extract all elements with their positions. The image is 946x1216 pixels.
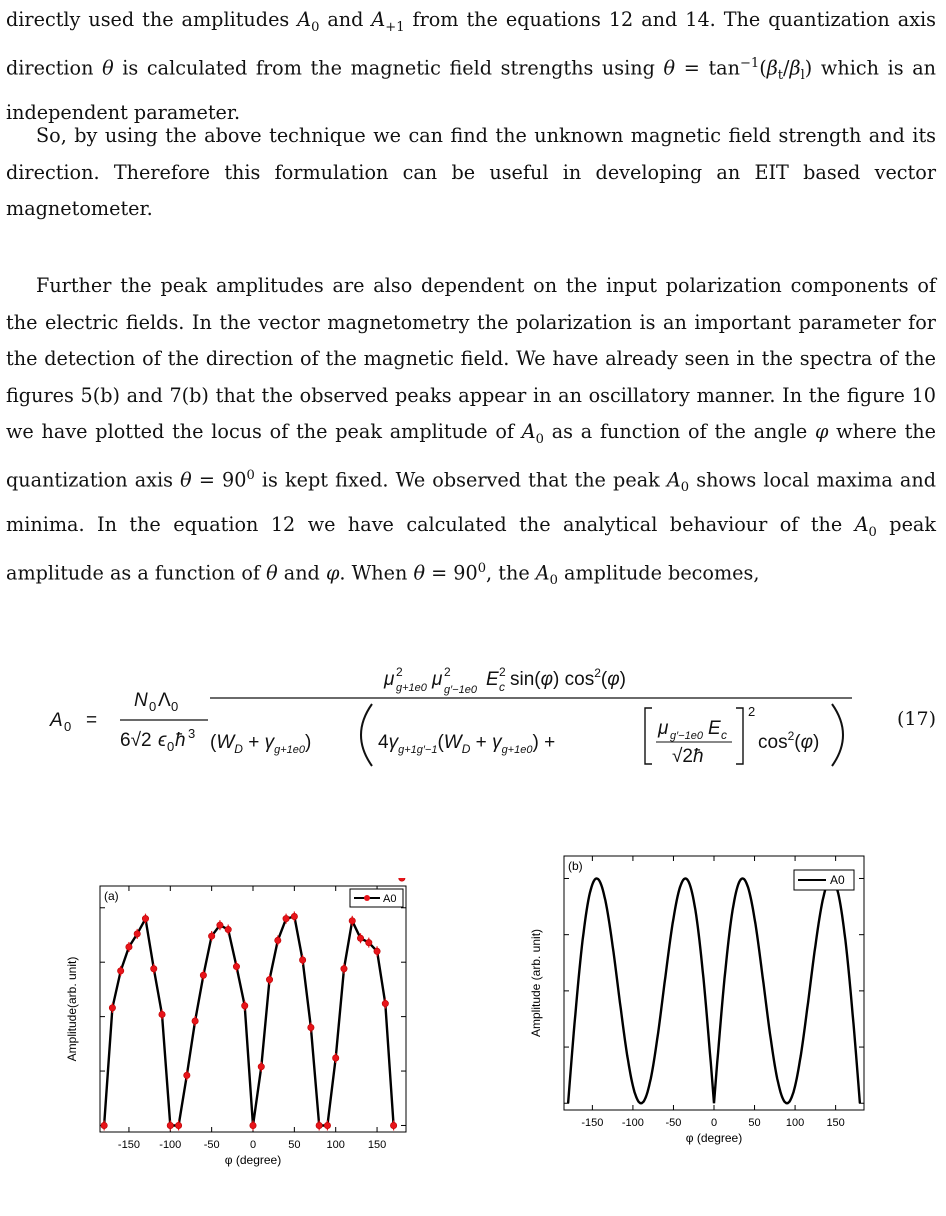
data-point <box>374 948 380 954</box>
svg-text:A: A <box>50 710 63 731</box>
data-point <box>308 1024 314 1030</box>
data-point <box>341 966 347 972</box>
data-point <box>134 931 140 937</box>
x-tick-label: -150 <box>581 1117 604 1129</box>
x-tick-label: 150 <box>826 1117 845 1129</box>
x-tick-label: -50 <box>665 1117 682 1129</box>
data-point <box>192 1018 198 1024</box>
svg-text:=: = <box>86 710 98 731</box>
data-point <box>109 1005 115 1011</box>
paragraph-1: directly used the amplitudes $A_0$ and $A_{+1}$ from the equations 12 and 14. The quantization axis direction θ is calculated from the magnetic field strengths using $\theta = \tan^{-1}(\beta_t/\beta_l)$ which is an independent parameter. <box>6 8 936 125</box>
plot-frame <box>564 856 864 1110</box>
data-point <box>299 957 305 963</box>
data-point <box>357 935 363 941</box>
chart-a <box>60 878 420 1168</box>
data-point <box>142 915 148 921</box>
panel-label: (a) <box>104 889 119 903</box>
data-point <box>217 922 223 928</box>
x-tick-label: -50 <box>203 1139 220 1151</box>
paragraph-2: So, by using the above technique we can find the unknown magnetic field strength and its direction. Therefore this formulation can be useful in developing an EIT based vector magnetometer. <box>6 124 936 220</box>
data-point <box>233 963 239 969</box>
svg-text:6√2: 6√2 <box>120 730 152 751</box>
svg-text:0: 0 <box>171 699 179 714</box>
svg-text:3: 3 <box>188 726 196 741</box>
svg-text:0: 0 <box>64 719 72 734</box>
data-point <box>225 926 231 932</box>
data-point <box>250 1122 256 1128</box>
legend-label: A0 <box>383 893 397 905</box>
equation-graphic <box>0 660 946 780</box>
data-point <box>366 939 372 945</box>
equation-number: (17) <box>896 708 936 730</box>
data-point <box>208 933 214 939</box>
svg-text:N: N <box>134 690 148 711</box>
svg-text:g+1e0: g+1e0 <box>396 682 427 694</box>
x-tick-label: -100 <box>621 1117 644 1129</box>
data-point <box>184 1072 190 1078</box>
data-point <box>126 944 132 950</box>
svg-text:μ: μ <box>658 718 669 739</box>
svg-text:ϵ: ϵ <box>158 730 167 751</box>
series-line-a0 <box>568 879 860 1104</box>
data-point <box>291 913 297 919</box>
data-point <box>333 1055 339 1061</box>
y-axis-label: Amplitude(arb. unit) <box>65 956 79 1062</box>
x-tick-label: -150 <box>117 1139 140 1151</box>
data-point <box>390 1122 396 1128</box>
svg-text:4γg+1g′−1(WD + γg+1e0) +: $4\gamma_{g+1g'-1}(W_D + \gamma_{g+1e0})$ + <box>378 732 556 756</box>
svg-text:μ: μ <box>432 669 443 690</box>
x-tick-label: 0 <box>249 1139 257 1151</box>
paragraph-3: Further the peak amplitudes are also dependent on the input polarization components of the electric fields. In the vector magnetometry the polarization is an important parameter for the detection of the direction of the magnetic field. We have already seen in the spectra of the figures 5(b) and 7(b) that the observed peaks appear in an oscillatory manner. In the figure 10 we have plotted the locus of the peak amplitude of $A_0$ as a function of the angle φ where the quantization axis $\theta = 90^0$ is kept fixed. We observed that the peak $A_0$ shows local maxima and minima. In the equation 12 we have calculated the analytical behaviour of the $A_0$ peak amplitude as a function of θ and φ. When $\theta = 90^0$, the $A_0$ amplitude becomes, <box>6 274 936 589</box>
svg-text:μ: μ <box>384 669 395 690</box>
x-axis-label: φ (degree) <box>685 1131 743 1145</box>
x-tick-label: 150 <box>367 1139 387 1151</box>
svg-text:Λ: Λ <box>158 690 171 711</box>
svg-text:0: 0 <box>149 699 157 714</box>
svg-text:E: E <box>708 718 721 739</box>
svg-text:2: 2 <box>748 704 756 719</box>
figure-b <box>526 850 886 1164</box>
data-point <box>101 1122 107 1128</box>
svg-text:(WD + γg+1e0): $(W_D + \gamma_{g+1e0})$ <box>210 732 312 756</box>
data-point <box>283 915 289 921</box>
legend-marker <box>364 895 370 901</box>
equation-17 <box>0 660 946 780</box>
series-line-a0 <box>104 917 394 1126</box>
data-point <box>175 1122 181 1128</box>
data-point <box>200 972 206 978</box>
x-tick-label: 100 <box>785 1117 805 1129</box>
chart-b <box>526 850 886 1160</box>
data-point <box>117 968 123 974</box>
svg-text:g′−1e0: g′−1e0 <box>670 730 703 742</box>
svg-text:2: 2 <box>396 665 403 679</box>
data-point <box>258 1063 264 1069</box>
x-tick-label: 100 <box>326 1139 345 1151</box>
svg-text:2: 2 <box>499 665 506 679</box>
data-point <box>316 1122 322 1128</box>
svg-text:E: E <box>486 669 499 690</box>
data-point <box>167 1122 173 1128</box>
svg-text:sin(φ) cos2(φ): sin(φ) $\cos^2(\varphi)$ <box>510 666 626 690</box>
panel-label: (b) <box>568 859 583 873</box>
data-point <box>151 966 157 972</box>
svg-text:√2ħ: √2ħ <box>672 746 704 767</box>
data-point <box>275 937 281 943</box>
data-point <box>349 918 355 924</box>
svg-text:0: 0 <box>167 739 175 754</box>
x-tick-label: -100 <box>159 1139 182 1151</box>
data-point <box>399 878 405 881</box>
data-point <box>266 976 272 982</box>
data-point <box>324 1122 330 1128</box>
svg-text:c: c <box>499 680 505 694</box>
x-tick-label: 0 <box>710 1117 718 1129</box>
svg-text:2: 2 <box>444 665 451 679</box>
figure-a <box>60 878 420 1172</box>
svg-text:ħ: ħ <box>175 730 186 751</box>
x-tick-label: 50 <box>748 1117 761 1129</box>
svg-text:g′−1e0: g′−1e0 <box>444 684 477 696</box>
data-point <box>242 1003 248 1009</box>
svg-text:cos2(φ): $\cos^2(\varphi)$ <box>758 729 820 753</box>
x-axis-label: φ (degree) <box>224 1153 282 1167</box>
data-point <box>159 1011 165 1017</box>
x-tick-label: 50 <box>288 1139 301 1151</box>
svg-text:c: c <box>721 728 727 742</box>
data-point <box>382 1000 388 1006</box>
y-axis-label: Amplitude (arb. unit) <box>529 928 543 1038</box>
legend-label: A0 <box>830 873 845 887</box>
